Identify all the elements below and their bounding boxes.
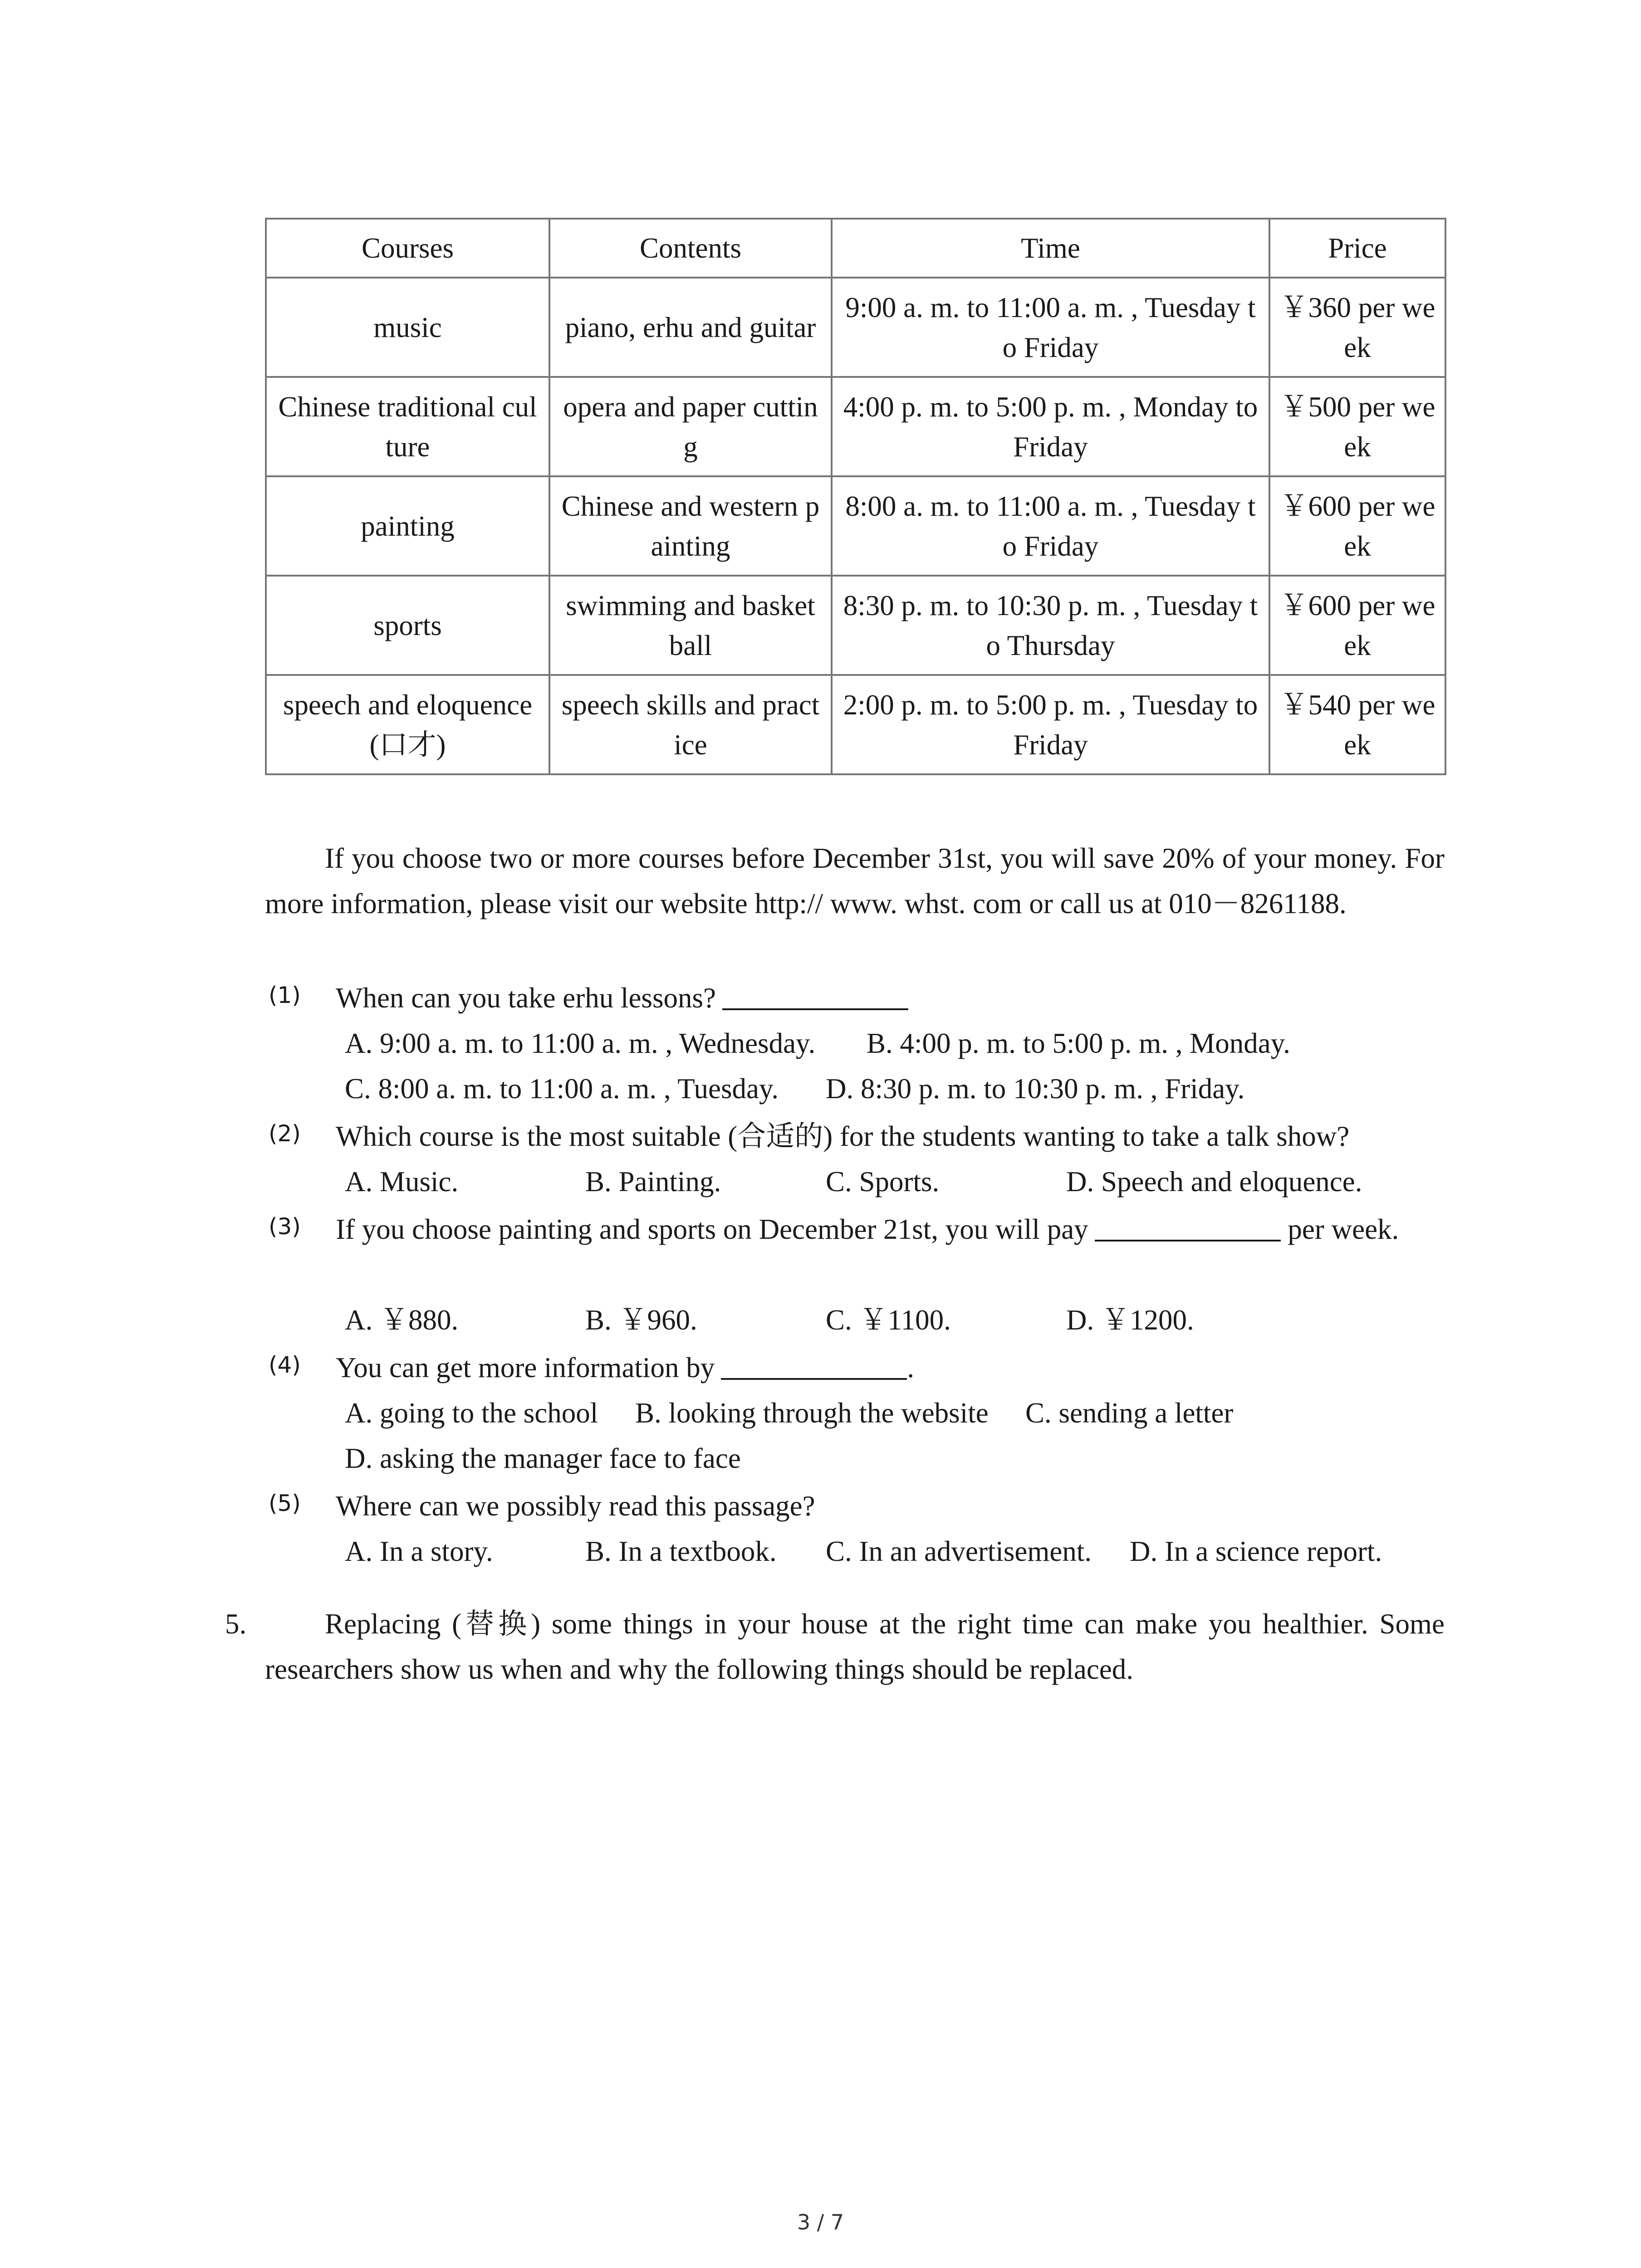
- option-a[interactable]: A. 9:00 a. m. to 11:00 a. m. , Wednesday.: [345, 1027, 816, 1059]
- option-a[interactable]: A. going to the school: [345, 1397, 598, 1429]
- question-stem: Which course is the most suitable (合适的) for the students wanting to take a talk show?: [336, 1120, 1350, 1152]
- option-a[interactable]: A. Music.: [345, 1166, 459, 1198]
- time-cell: 4:00 p. m. to 5:00 p. m. , Monday to Friday: [832, 377, 1269, 476]
- question-number: (1): [269, 982, 301, 1008]
- time-cell: 8:00 a. m. to 11:00 a. m. , Tuesday to Friday: [832, 476, 1269, 576]
- answer-blank[interactable]: [722, 981, 908, 1010]
- price-cell: ￥360 per week: [1269, 278, 1445, 377]
- time-cell: 9:00 a. m. to 11:00 a. m. , Tuesday to Friday: [832, 278, 1269, 377]
- stem-text: If you choose painting and sports on December 21st, you will pay: [336, 1213, 1088, 1245]
- stem-text: When can you take erhu lessons?: [336, 982, 716, 1014]
- contents-cell: speech skills and practice: [549, 675, 832, 774]
- question-number: (2): [269, 1120, 301, 1147]
- option-d[interactable]: D. In a science report.: [1130, 1535, 1382, 1567]
- question-stem: Where can we possibly read this passage?: [336, 1490, 815, 1522]
- option-d[interactable]: D. ￥1200.: [1066, 1304, 1194, 1336]
- course-cell: music: [266, 278, 549, 377]
- course-cell: sports: [266, 576, 549, 675]
- option-c[interactable]: C. 8:00 a. m. to 11:00 a. m. , Tuesday.: [345, 1073, 779, 1105]
- header-price: Price: [1269, 219, 1445, 278]
- question-stem: [336, 975, 1443, 1021]
- option-b[interactable]: B. Painting.: [585, 1166, 721, 1198]
- course-cell: Chinese traditional culture: [266, 377, 549, 476]
- answer-blank[interactable]: [1095, 1212, 1281, 1242]
- contents-cell: Chinese and western painting: [549, 476, 832, 576]
- option-c[interactable]: C. sending a letter: [1025, 1397, 1234, 1429]
- contents-cell: opera and paper cutting: [549, 377, 832, 476]
- option-d[interactable]: D. asking the manager face to face: [345, 1442, 741, 1474]
- item-number: 5.: [225, 1608, 247, 1640]
- stem-text-after: per week.: [1288, 1213, 1399, 1245]
- course-cell: painting: [266, 476, 549, 576]
- option-a[interactable]: A. In a story.: [345, 1535, 493, 1567]
- option-b[interactable]: B. looking through the website: [635, 1397, 989, 1429]
- table-row: [266, 377, 1445, 476]
- table-header-row: [266, 219, 1445, 278]
- question-number: (4): [269, 1352, 301, 1378]
- course-cell: speech and eloquence (口才): [266, 675, 549, 774]
- table-row: [266, 675, 1445, 774]
- table-row: [266, 278, 1445, 377]
- stem-text-after: .: [907, 1352, 914, 1383]
- price-cell: ￥500 per week: [1269, 377, 1445, 476]
- question-number: (3): [269, 1213, 301, 1240]
- price-cell: ￥600 per week: [1269, 476, 1445, 576]
- option-a[interactable]: A. ￥880.: [345, 1304, 459, 1336]
- price-cell: ￥540 per week: [1269, 675, 1445, 774]
- header-courses: Courses: [266, 219, 549, 278]
- option-d[interactable]: D. 8:30 p. m. to 10:30 p. m. , Friday.: [826, 1073, 1245, 1105]
- option-c[interactable]: C. ￥1100.: [826, 1304, 951, 1336]
- option-d[interactable]: D. Speech and eloquence.: [1066, 1166, 1362, 1198]
- option-b[interactable]: B. ￥960.: [585, 1304, 697, 1336]
- contents-cell: swimming and basketball: [549, 576, 832, 675]
- table-row: [266, 476, 1445, 576]
- table-row: [266, 576, 1445, 675]
- option-b[interactable]: B. 4:00 p. m. to 5:00 p. m. , Monday.: [867, 1027, 1290, 1059]
- header-contents: Contents: [549, 219, 832, 278]
- contents-cell: piano, erhu and guitar: [549, 278, 832, 377]
- time-cell: 2:00 p. m. to 5:00 p. m. , Tuesday to Friday: [832, 675, 1269, 774]
- item-5-text: Replacing (替换) some things in your house at the right time can make you healthier. Some researchers show us when and why the following things should be replaced.: [265, 1608, 1445, 1685]
- time-cell: 8:30 p. m. to 10:30 p. m. , Tuesday to Thursday: [832, 576, 1269, 675]
- question-stem: [336, 1345, 1443, 1390]
- page-number: 3 / 7: [797, 2210, 844, 2234]
- question-number: (5): [269, 1490, 301, 1516]
- course-table: [265, 218, 1446, 775]
- option-c[interactable]: C. Sports.: [826, 1166, 940, 1198]
- header-time: Time: [832, 219, 1269, 278]
- answer-blank[interactable]: [721, 1351, 907, 1380]
- price-cell: ￥600 per week: [1269, 576, 1445, 675]
- option-b[interactable]: B. In a textbook.: [585, 1535, 777, 1567]
- question-stem: [336, 1207, 1443, 1252]
- intro-paragraph: If you choose two or more courses before December 31st, you will save 20% of your money. For more information, please visit our website http:// www. whst. com or call us at 010－8261188.: [265, 842, 1445, 919]
- stem-text: You can get more information by: [336, 1352, 715, 1383]
- option-c[interactable]: C. In an advertisement.: [826, 1535, 1092, 1567]
